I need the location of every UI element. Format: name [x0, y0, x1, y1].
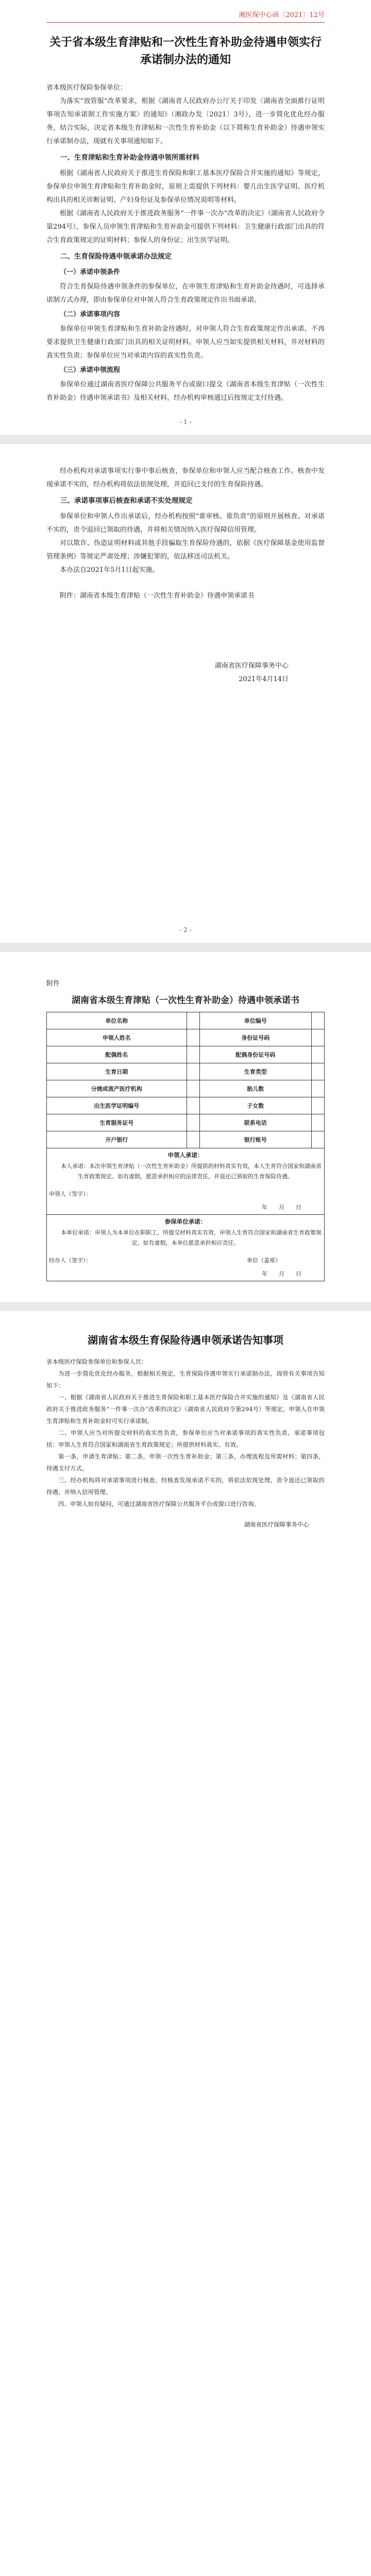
section-2-sub-3: （三）承诺申领流程 [60, 366, 121, 374]
section-3-paragraph-2: 对以欺诈、伪造证明材料或其他手段骗取生育保险待遇的，依据《医疗保障基金使用监督管理条例》等规定严肃处理；涉嫌犯罪的，依法移送司法机关。 [46, 539, 325, 561]
document-title: 关于省本级生育津贴和一次性生育补助金待遇申领实行承诺制办法的通知 [49, 36, 322, 66]
form-label: 胎儿数 [199, 1080, 312, 1097]
form-row [47, 1114, 325, 1131]
form-value [187, 1131, 199, 1148]
unit-date: 年 月 日 [262, 1270, 301, 1277]
section-1-paragraph-2: 根据《湖南省人民政府关于推进政务服务“一件事一次办”改革的决定》（湖南省人民政府令第294号），参保人员申领生育津贴和生育补助金可提供下列材料：卫生健康行政部门出具的符合生育政策规定的证明材料；参保人的身份证；出生医学证明。 [46, 210, 325, 244]
attachment-label: 附件 [46, 980, 60, 988]
unit-operator-signature-label: 经办人（签字）： [49, 1257, 92, 1264]
doc-number: 湘医保中心函〔2021〕12号 [46, 0, 325, 23]
form-value [187, 1012, 199, 1029]
form-label: 银行账号 [199, 1131, 312, 1148]
form-row [47, 1012, 325, 1029]
addressee: 省本级医疗保险参保单位： [46, 84, 127, 92]
document-page-2 [0, 444, 371, 943]
section-2-sub-2-text: 参保单位申领生育津贴和生育补助金待遇时，对申领人符合生育政策规定作出承诺，不再要求提供卫生健康行政部门出具的相关证明材料。申领人应当如实提供相关材料，并对材料的真实性负责；参保单位应当对承诺内容的真实性负责。 [46, 325, 325, 360]
applicant-commitment-block [47, 1148, 325, 1215]
form-value [187, 1097, 199, 1114]
form-row [47, 1097, 325, 1114]
form-label: 身份证号码 [199, 1029, 312, 1046]
applicant-signature-line [49, 1189, 322, 1199]
notice-title: 湖南省本级生育保险待遇申领承诺告知事项 [88, 1334, 283, 1346]
form-value [187, 1114, 199, 1131]
page-separator [0, 943, 371, 952]
form-row [47, 1029, 325, 1046]
applicant-commitment-text: 本人承诺：本次申领生育津贴（一次性生育补助金）所提供的材料真实有效，本人生育符合国家和湖南省生育政策规定。如有虚假，愿意承担相应的法律责任，并退还已领取的生育保险待遇。 [61, 1163, 322, 1180]
issuer-name: 湖南省医疗保障事务中心 [214, 662, 289, 670]
section-3-heading: 三、承诺事项事后核查和承诺不实处理规定 [60, 497, 193, 505]
unit-commitment-block [47, 1215, 325, 1281]
form-value [312, 1131, 325, 1148]
applicant-signature-label: 申领人（签字）： [49, 1191, 92, 1197]
form-value [312, 1046, 325, 1063]
document-page-3 [0, 968, 371, 1302]
section-2-sub-3-text: 参保单位通过湖南省医疗保障公共服务平台或窗口提交《湖南省本级生育津贴（一次性生育补助金）待遇申领承诺书》及相关材料，经办机构审核通过后按规定支付待遇。 [46, 381, 325, 402]
form-label: 配偶身份证号码 [199, 1046, 312, 1063]
section-2-sub-1-text: 符合生育保险待遇申领条件的参保单位，在申领生育津贴和生育补助金待遇时，可选择承诺制方式办理，即由参保单位对申领人符合生育政策规定作出书面承诺。 [46, 283, 325, 304]
form-label: 申领人姓名 [47, 1029, 187, 1046]
form-label: 单位名称 [47, 1012, 187, 1029]
unit-signature-line [49, 1256, 322, 1266]
form-label: 生育日期 [47, 1063, 187, 1080]
section-1-heading: 一、生育津贴和生育补助金待遇申领所需材料 [60, 154, 199, 162]
notice-paragraph-6: 四、申领人如有疑问，可通过湖南省医疗保障公共服务平台或窗口进行咨询。 [58, 1500, 260, 1507]
applicant-commitment-heading: 申领人承诺： [167, 1151, 204, 1159]
form-row [47, 1080, 325, 1097]
form-label: 生育类型 [199, 1063, 312, 1080]
form-value [187, 1029, 199, 1046]
notice-paragraph-4: 第一条，申请生育津贴；第二条，申领一次性生育补助金；第三条，办理流程及所需材料；第四条，待遇支付方式。 [46, 1453, 325, 1472]
form-label: 单位编号 [199, 1012, 312, 1029]
form-label: 配偶姓名 [47, 1046, 187, 1063]
form-row [47, 1131, 325, 1148]
unit-commitment-heading: 参保单位承诺： [164, 1218, 207, 1225]
form-value [312, 1029, 325, 1046]
section-2-sub-1: （一）承诺申领条件 [60, 268, 121, 276]
notice-paragraph-3: 二、申领人应当对所提交材料的真实性负责，参保单位应当对承诺事项的真实性负责。承诺事项包括：申领人生育符合国家和湖南省生育政策规定；所提供材料真实、有效。 [46, 1429, 325, 1448]
section-2-heading: 二、生育保险待遇申领承诺办法规定 [60, 252, 172, 261]
applicant-date: 年 月 日 [262, 1204, 301, 1211]
form-value [312, 1063, 325, 1080]
form-label: 生育服务证号 [47, 1114, 187, 1131]
form-value [312, 1012, 325, 1029]
unit-commitment-row [47, 1215, 325, 1281]
form-label: 子女数 [199, 1097, 312, 1114]
issue-date: 2021年4月14日 [239, 675, 289, 683]
document-page-4 [0, 1311, 371, 1560]
section-3-paragraph-1: 参保单位和申领人作出承诺后，经办机构按照“谁审核、谁负责”的原则开展核查。对承诺不实的，责令退回已领取的待遇，并将相关情况纳入医疗保障信用管理。 [46, 513, 325, 534]
notice-salutation: 省本级医疗保险参保单位和参保人员： [46, 1358, 147, 1365]
form-label: 联系电话 [199, 1114, 312, 1131]
form-value [187, 1080, 199, 1097]
page-number: - 1 - [179, 418, 192, 426]
intro-paragraph: 为落实“放管服”改革要求，根据《湖南省人民政府办公厅关于印发〈湖南省全面推行证明事项告知承诺制工作实施方案〉的通知》（湘政办发〔2021〕3号），进一步简化优化经办服务，结合实际，决定省本级生育津贴和一次性生育补助金（以下简称生育补助金）待遇申领实行承诺制办法，现就有关事项通知如下。 [46, 97, 325, 145]
section-2-sub-2: （二）承诺事项内容 [60, 311, 121, 318]
attachment-note: 附件：湖南省本级生育津贴（一次性生育补助金）待遇申领承诺书 [60, 592, 255, 600]
form-value [312, 1114, 325, 1131]
form-value [312, 1097, 325, 1114]
unit-seal-label: 单位（盖章） [247, 1257, 281, 1264]
form-label: 出生医学证明编号 [47, 1097, 187, 1114]
form-label: 开户银行 [47, 1131, 187, 1148]
form-value [187, 1063, 199, 1080]
notice-paragraph-2: 一、根据《湖南省人民政府关于推进生育保险和职工基本医疗保险合并实施的通知》及《湖南省人民政府关于推进政务服务“一件事一次办”改革的决定》（湖南省人民政府令第294号）等规定，申领人在申领生育津贴和生育补助金时可实行承诺制。 [46, 1394, 325, 1425]
form-row [47, 1046, 325, 1063]
document-page-1 [0, 0, 371, 435]
notice-paragraph-1: 为进一步简化优化经办服务，根据相关规定，生育保险待遇申领实行承诺制办法，现将有关事项告知如下： [46, 1370, 325, 1389]
commitment-form [46, 1012, 325, 1281]
page-separator [0, 1302, 371, 1311]
notice-signature: 湖南省医疗保障事务中心 [244, 1521, 309, 1528]
applicant-commitment-row [47, 1148, 325, 1215]
section-2-sub-3-text-2: 经办机构对承诺事项实行事中事后核查，参保单位和申领人应当配合核查工作。核查中发现承诺不实的，经办机构将依法依规处理，并追回已支付的生育保险待遇。 [46, 467, 325, 488]
form-label: 分娩或流产医疗机构 [47, 1080, 187, 1097]
form-value [187, 1046, 199, 1063]
page-number: - 2 - [179, 926, 192, 934]
notice-paragraph-5: 三、经办机构将对承诺事项进行核查。经核查发现承诺不实的，将依法依规处理，责令退还已领取的待遇，并纳入信用管理。 [46, 1477, 325, 1496]
form-row [47, 1063, 325, 1080]
section-3-paragraph-3: 本办法自2021年5月1日起实施。 [60, 566, 159, 574]
form-title: 湖南省本级生育津贴（一次性生育补助金）待遇申领承诺书 [72, 995, 299, 1006]
form-value [312, 1080, 325, 1097]
unit-commitment-text: 本单位承诺：申领人为本单位在职职工，所提交材料真实有效，申领人生育符合国家和湖南省生育政策规定。如有虚假，本单位愿意承担相应责任。 [61, 1229, 322, 1246]
section-1-paragraph-1: 根据《湖南省人民政府关于推进生育保险和职工基本医疗保险合并实施的通知》等规定，参保单位申领生育津贴和生育补助金时，原则上需提供下列材料：婴儿出生医学证明、医疗机构出具的相关诊断证明、产妇身份证及参保单位情况说明等材料。 [46, 170, 325, 204]
page-separator [0, 435, 371, 444]
